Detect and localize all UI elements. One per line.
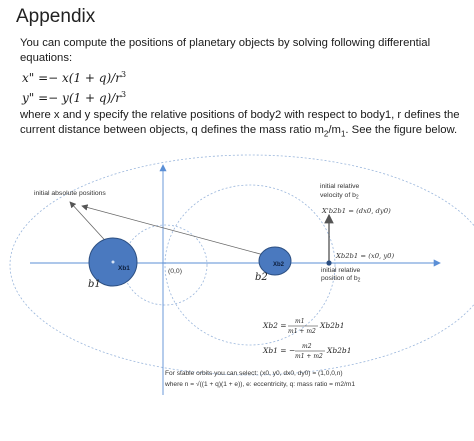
label-initial-position-2-text: position of b: [321, 275, 358, 282]
note-line-1: For stable orbits you can select: (x0, y0, dx0, dy0) = (1,0,0,n): [165, 370, 343, 377]
eq-xb1-rhs: Xb2b1: [327, 346, 352, 355]
eq-xb2-num: m1: [295, 318, 305, 325]
body-b2: [259, 247, 291, 275]
relative-position-dot: [326, 260, 331, 265]
mass-sub-1: 1: [340, 129, 346, 139]
label-initial-velocity-2-text: velocity of b: [320, 192, 356, 199]
label-initial-position-1: initial relative: [321, 267, 361, 274]
label-velocity-eq: X'b2b1 = (dx0, dy0): [322, 207, 391, 215]
label-initial-position-2: position of $b_2$: [321, 275, 361, 284]
label-b1: b1: [88, 279, 101, 290]
eq-xb1-num: m2: [302, 343, 312, 350]
label-origin: (0,0): [168, 268, 182, 275]
label-position-eq: Xb2b1 = (x0, y0): [336, 252, 395, 260]
label-initial-velocity-1: initial relative: [320, 183, 360, 190]
page-title: Appendix: [16, 6, 96, 27]
label-initial-absolute: initial absolute positions: [34, 190, 106, 197]
intro-line-2: equations:: [20, 52, 73, 64]
body-b1-center: [112, 261, 115, 264]
eq-xb1-den: m1 + m2: [295, 353, 323, 360]
orbit-b2: [165, 185, 335, 345]
eq-xb2-lhs: Xb2 =: [263, 321, 287, 330]
label-initial-velocity-2: velocity of $b_2$: [320, 192, 359, 201]
eq-xb2-rhs: Xb2b1: [320, 321, 345, 330]
equation-y-text: y" =− y(1 + q)/r: [22, 91, 121, 105]
outer-orbit: [10, 155, 474, 375]
equation-x-exponent: 3: [120, 70, 127, 79]
label-b2: b2: [255, 272, 268, 283]
eq-xb1-lhs: Xb1 = −: [263, 346, 296, 355]
intro-line-1: You can compute the positions of planetary objects by solving following differential: [20, 37, 431, 49]
description-line-2-c: . See the figure below.: [345, 124, 458, 136]
note-line-2: where n = √((1 + q)(1 + e)), e: eccentricity, q: mass ratio = m2/m1: [165, 381, 356, 388]
equation-y-exponent: 3: [120, 90, 127, 99]
description-line-2-b: /m: [328, 124, 341, 136]
description-line-2-a: current distance between objects, q defines the mass ratio m: [20, 124, 324, 136]
label-xb2: Xb2: [273, 262, 285, 268]
label-xb1: Xb1: [118, 265, 130, 272]
eq-xb2-den: m1 + m2: [288, 328, 316, 335]
equation-x-text: x" =− x(1 + q)/r: [22, 71, 121, 85]
description-line-1: where x and y specify the relative positions of body2 with respect to body1, r defines the: [20, 109, 460, 121]
mass-sub-2: 2: [323, 129, 329, 139]
